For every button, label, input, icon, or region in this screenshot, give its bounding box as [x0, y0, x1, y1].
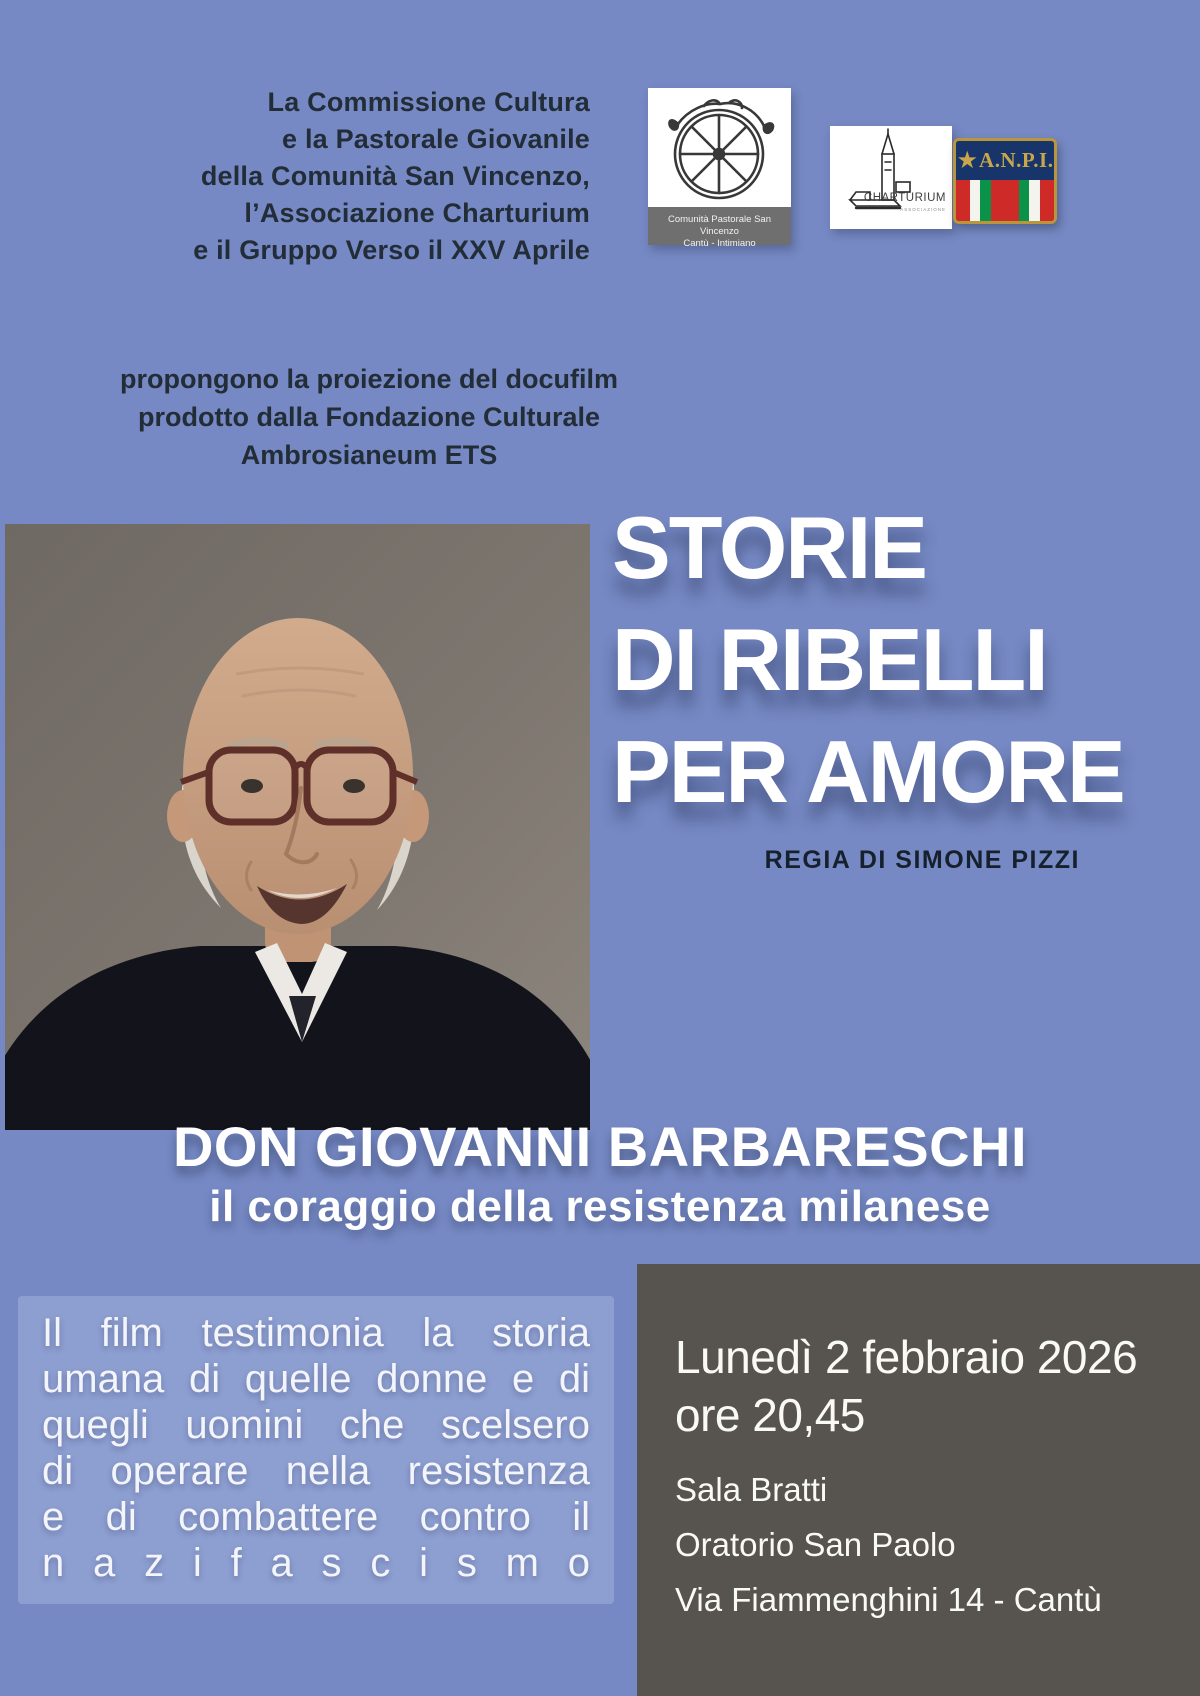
synopsis-line: n a z i f a s c i s m o	[42, 1541, 590, 1585]
event-time: ore 20,45	[675, 1389, 865, 1441]
ribbon-stripe	[1019, 180, 1030, 221]
ribbon-stripe	[956, 180, 970, 221]
film-title-line: DI RIBELLI	[612, 610, 1047, 709]
ribbon-stripe	[991, 180, 1018, 221]
presents-line: Ambrosianeum ETS	[240, 440, 498, 470]
anpi-wordmark: A.N.P.I.	[979, 148, 1054, 172]
star-icon: ★	[956, 146, 979, 174]
credits-line: La Commissione Cultura	[267, 87, 590, 117]
subject-name: DON GIOVANNI BARBARESCHI	[172, 1115, 1028, 1178]
synopsis-line: umana di quelle donne e di	[42, 1357, 590, 1401]
director-credit: REGIA DI SIMONE PIZZI	[764, 846, 1080, 874]
synopsis-line: quegli uomini che scelsero	[42, 1403, 590, 1447]
wheel-drawing-icon	[648, 88, 791, 207]
organizers-credits	[193, 84, 590, 269]
film-title	[612, 492, 1124, 828]
logo-caption	[648, 207, 791, 249]
film-title-line: STORIE	[612, 498, 927, 597]
subject-subtitle: il coraggio della resistenza milanese	[209, 1182, 991, 1231]
anpi-ribbon-stripes	[956, 180, 1054, 221]
logo-charturium-label	[864, 193, 946, 215]
venue-line: Via Fiammenghini 14 - Cantù	[675, 1581, 1102, 1618]
credits-line: e il Gruppo Verso il XXV Aprile	[193, 235, 590, 265]
synopsis-line: Il film testimonia la storia	[42, 1311, 590, 1355]
event-venue	[675, 1462, 1180, 1627]
logo-caption-line: Cantù - Intimiano	[683, 238, 756, 249]
ribbon-stripe	[1029, 180, 1040, 221]
event-date: Lunedì 2 febbraio 2026	[675, 1331, 1138, 1383]
credits-line: e la Pastorale Giovanile	[282, 124, 590, 154]
synopsis-line: di operare nella resistenza	[42, 1449, 590, 1493]
portrait-photo	[5, 524, 590, 1130]
anpi-top-band	[956, 141, 1054, 180]
film-title-line: PER AMORE	[612, 722, 1124, 821]
credits-line: della Comunità San Vincenzo,	[200, 161, 590, 191]
venue-line: Oratorio San Paolo	[675, 1526, 956, 1563]
charturium-subword: ASSOCIAZIONE	[900, 207, 946, 212]
presents-text	[118, 360, 620, 474]
synopsis-line: e di combattere contro il	[42, 1495, 590, 1539]
logo-caption-line: Comunità Pastorale San Vincenzo	[668, 214, 771, 237]
ribbon-stripe	[1040, 180, 1054, 221]
presents-line: propongono la proiezione del docufilm	[120, 364, 618, 394]
event-details-box	[637, 1264, 1200, 1696]
logo-comunita-pastorale	[648, 88, 791, 249]
presents-line: prodotto dalla Fondazione Culturale	[138, 402, 600, 432]
logo-charturium	[830, 126, 952, 229]
venue-line: Sala Bratti	[675, 1471, 828, 1508]
charturium-wordmark: CHARTURIUM	[863, 192, 946, 204]
logo-anpi	[953, 138, 1057, 224]
credits-line: l’Associazione Charturium	[244, 198, 590, 228]
ribbon-stripe	[970, 180, 981, 221]
ribbon-stripe	[980, 180, 991, 221]
synopsis-text	[18, 1296, 614, 1604]
